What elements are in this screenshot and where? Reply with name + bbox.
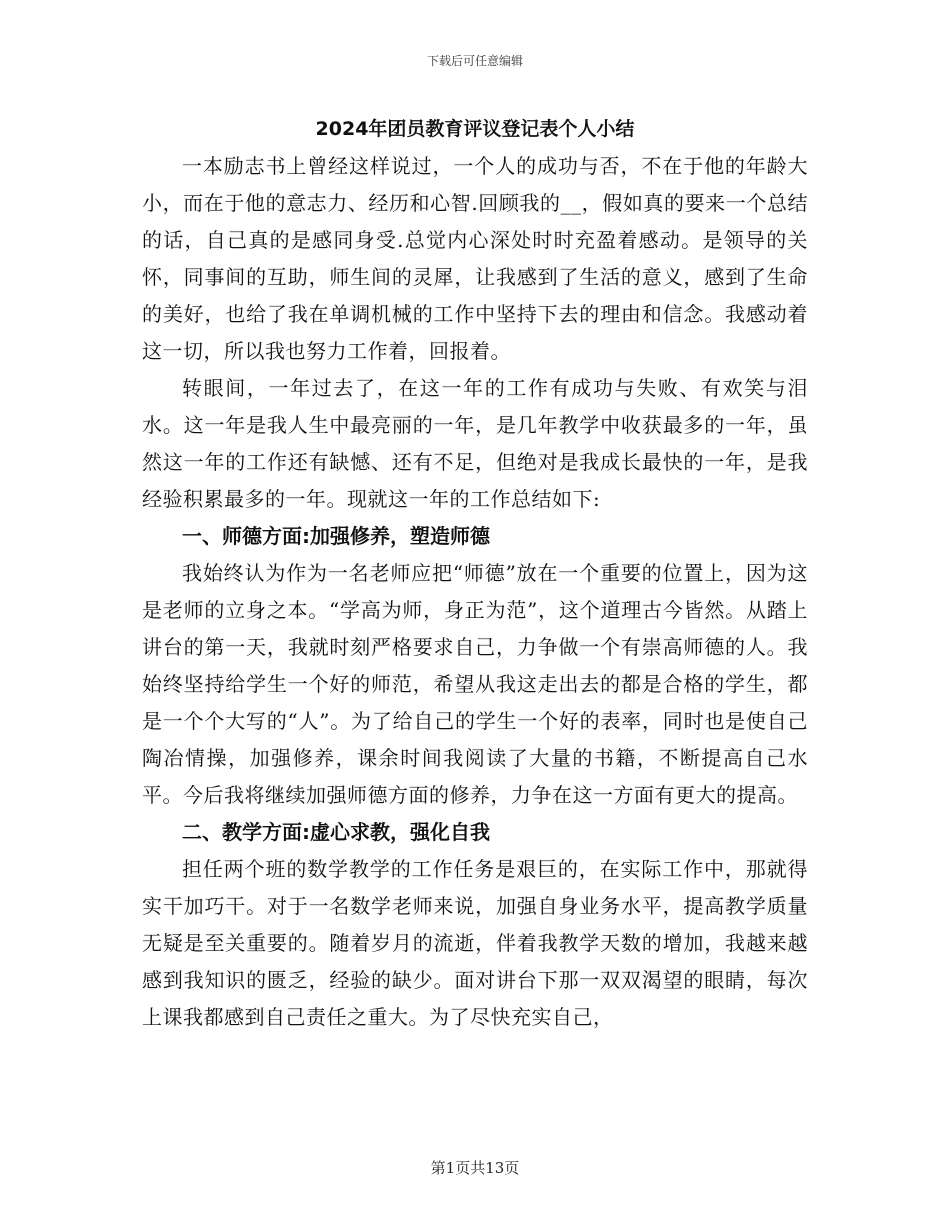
intro-paragraph-2: 转眼间，一年过去了，在这一年的工作有成功与失败、有欢笑与泪水。这一年是我人生中最亮丽的一年，是几年教学中收获最多的一年，虽然这一年的工作还有缺憾、还有不足，但绝对是我成长最快的一年，是我经验积累最多的一年。现就这一年的工作总结如下: [142, 376, 808, 511]
intro-paragraph-1: 一本励志书上曾经这样说过，一个人的成功与否，不在于他的年龄大小，而在于他的意志力、经历和心智.回顾我的__，假如真的要来一个总结的话，自己真的是感同身受.总觉内心深处时时充盈着感动。是领导的关怀，同事间的互助，师生间的灵犀，让我感到了生活的意义，感到了生命的美好，也给了我在单调机械的工作中坚持下去的理由和信念。我感动着这一切，所以我也努力工作着，回报着。 [142, 154, 808, 363]
header-note: 下载后可任意编辑 [426, 54, 523, 68]
section-2-heading: 二、教学方面:虚心求教，强化自我 [182, 820, 490, 844]
section-2-paragraph: 担任两个班的数学教学的工作任务是艰巨的，在实际工作中，那就得实干加巧干。对于一名数学老师来说，加强自身业务水平，提高教学质量无疑是至关重要的。随着岁月的流逝，伴着我教学天数的增加，我越来越感到我知识的匮乏，经验的缺少。面对讲台下那一双双渴望的眼睛，每次上课我都感到自己责任之重大。为了尽快充实自己， [142, 857, 808, 1029]
section-1-paragraph: 我始终认为作为一名老师应把“师德”放在一个重要的位置上，因为这是老师的立身之本。“学高为师，身正为范”，这个道理古今皆然。从踏上讲台的第一天，我就时刻严格要求自己，力争做一个有崇高师德的人。我始终坚持给学生一个好的师范，希望从我这走出去的都是合格的学生，都是一个个大写的“人”。为了给自己的学生一个好的表率，同时也是使自己陶冶情操，加强修养，课余时间我阅读了大量的书籍，不断提高自己水平。今后我将继续加强师德方面的修养，力争在这一方面有更大的提高。 [142, 561, 808, 807]
section-1-heading: 一、师德方面:加强修养，塑造师德 [182, 524, 490, 548]
document-title: 2024年团员教育评议登记表个人小结 [315, 118, 635, 140]
document-body [142, 110, 808, 1036]
page-number: 第1页共13页 [430, 1159, 520, 1177]
